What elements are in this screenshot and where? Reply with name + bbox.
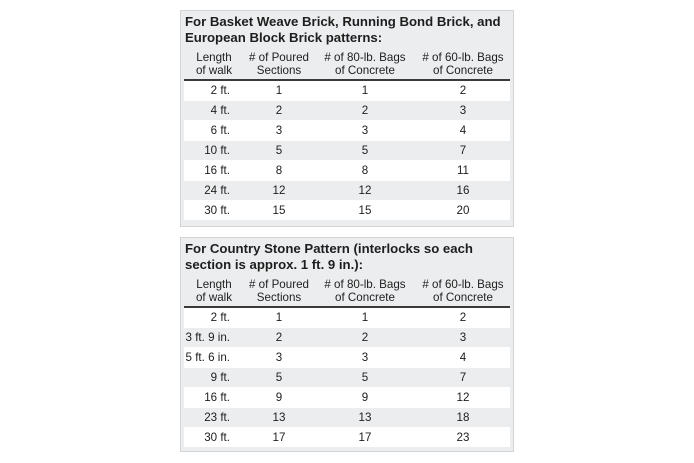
cell-length: 9 ft.	[184, 368, 244, 388]
header-row	[184, 276, 510, 307]
cell-length: 16 ft.	[184, 161, 244, 181]
table-title	[185, 241, 510, 273]
cell-sections: 1	[244, 80, 314, 101]
header-text: of Concrete	[433, 291, 493, 304]
cell-sections: 5	[244, 141, 314, 161]
cell-length: 4 ft.	[184, 101, 244, 121]
cell-sections: 17	[244, 428, 314, 448]
cell-60lb-bags: 4	[416, 348, 510, 368]
cell-80lb-bags: 5	[314, 141, 416, 161]
cell-sections: 3	[244, 121, 314, 141]
cell-80lb-bags: 2	[314, 328, 416, 348]
header-text: Sections	[256, 291, 302, 304]
cell-80lb-bags: 12	[314, 181, 416, 201]
cell-80lb-bags: 1	[314, 307, 416, 328]
cell-80lb-bags: 8	[314, 161, 416, 181]
header-text: Length	[196, 51, 232, 64]
cell-60lb-bags: 7	[416, 368, 510, 388]
cell-length: 30 ft.	[184, 201, 244, 221]
cell-length: 23 ft.	[184, 408, 244, 428]
cell-60lb-bags: 2	[416, 307, 510, 328]
cell-60lb-bags: 18	[416, 408, 510, 428]
basket-weave-table-panel	[180, 10, 514, 227]
cell-60lb-bags: 3	[416, 328, 510, 348]
header-text: # of 60-lb. Bags	[422, 278, 504, 291]
cell-length: 5 ft. 6 in.	[184, 348, 244, 368]
table-row	[184, 80, 510, 101]
cell-sections: 8	[244, 161, 314, 181]
header-text: of Concrete	[433, 64, 493, 77]
header-60lb-bags	[416, 276, 510, 307]
country-stone-table-panel	[180, 237, 514, 452]
table-row	[184, 368, 510, 388]
cell-60lb-bags: 23	[416, 428, 510, 448]
cell-80lb-bags: 2	[314, 101, 416, 121]
cell-sections: 2	[244, 328, 314, 348]
table-row	[184, 348, 510, 368]
concrete-table	[184, 276, 510, 447]
cell-60lb-bags: 11	[416, 161, 510, 181]
cell-80lb-bags: 15	[314, 201, 416, 221]
table-row	[184, 101, 510, 121]
header-length	[184, 276, 244, 307]
table-row	[184, 121, 510, 141]
header-sections	[244, 49, 314, 80]
header-text: of Concrete	[335, 64, 395, 77]
header-text: of walk	[195, 64, 233, 77]
table-row	[184, 428, 510, 448]
cell-length: 24 ft.	[184, 181, 244, 201]
header-text: # of Poured	[249, 278, 309, 291]
cell-80lb-bags: 3	[314, 121, 416, 141]
cell-length: 2 ft.	[184, 80, 244, 101]
header-length	[184, 49, 244, 80]
cell-length: 16 ft.	[184, 388, 244, 408]
table-row	[184, 201, 510, 221]
header-text: # of 80-lb. Bags	[324, 278, 406, 291]
cell-sections: 15	[244, 201, 314, 221]
cell-80lb-bags: 17	[314, 428, 416, 448]
cell-60lb-bags: 3	[416, 101, 510, 121]
cell-60lb-bags: 7	[416, 141, 510, 161]
table-row	[184, 181, 510, 201]
cell-sections: 12	[244, 181, 314, 201]
cell-60lb-bags: 2	[416, 80, 510, 101]
cell-sections: 3	[244, 348, 314, 368]
header-80lb-bags	[314, 276, 416, 307]
cell-60lb-bags: 4	[416, 121, 510, 141]
header-text: # of Poured	[249, 51, 309, 64]
table-title-line-2: section is approx. 1 ft. 9 in.):	[185, 257, 364, 272]
cell-60lb-bags: 16	[416, 181, 510, 201]
table-row	[184, 328, 510, 348]
table-title-line-1: For Country Stone Pattern (interlocks so each	[185, 241, 473, 256]
cell-sections: 5	[244, 368, 314, 388]
cell-80lb-bags: 9	[314, 388, 416, 408]
table-title-line-2: European Block Brick patterns:	[185, 30, 383, 45]
cell-length: 2 ft.	[184, 307, 244, 328]
header-text: Sections	[256, 64, 302, 77]
table-row	[184, 388, 510, 408]
cell-sections: 9	[244, 388, 314, 408]
cell-sections: 13	[244, 408, 314, 428]
header-sections	[244, 276, 314, 307]
cell-80lb-bags: 13	[314, 408, 416, 428]
table-row	[184, 141, 510, 161]
table-row	[184, 161, 510, 181]
cell-80lb-bags: 3	[314, 348, 416, 368]
header-text: Length	[196, 278, 232, 291]
cell-80lb-bags: 5	[314, 368, 416, 388]
cell-80lb-bags: 1	[314, 80, 416, 101]
table-title-line-1: For Basket Weave Brick, Running Bond Brick, and	[185, 14, 501, 29]
cell-60lb-bags: 12	[416, 388, 510, 408]
header-text: of Concrete	[335, 291, 395, 304]
header-row	[184, 49, 510, 80]
header-60lb-bags	[416, 49, 510, 80]
header-text: # of 80-lb. Bags	[324, 51, 406, 64]
cell-length: 30 ft.	[184, 428, 244, 448]
cell-sections: 2	[244, 101, 314, 121]
cell-sections: 1	[244, 307, 314, 328]
header-text: # of 60-lb. Bags	[422, 51, 504, 64]
cell-60lb-bags: 20	[416, 201, 510, 221]
table-title	[185, 14, 510, 46]
table-row	[184, 307, 510, 328]
table-row	[184, 408, 510, 428]
cell-length: 3 ft. 9 in.	[184, 328, 244, 348]
header-text: of walk	[195, 291, 233, 304]
cell-length: 6 ft.	[184, 121, 244, 141]
concrete-table	[184, 49, 510, 220]
cell-length: 10 ft.	[184, 141, 244, 161]
header-80lb-bags	[314, 49, 416, 80]
